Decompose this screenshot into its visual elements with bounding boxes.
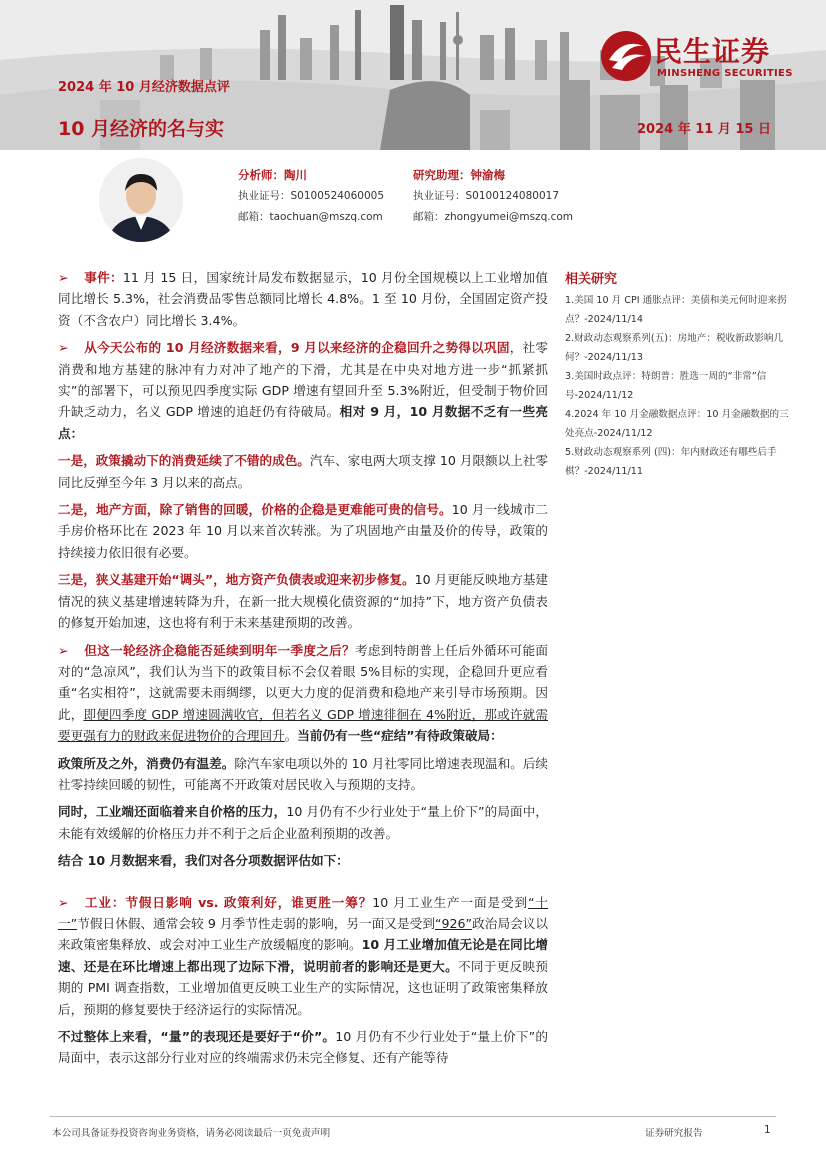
paragraph-highlight-2: 二是，地产方面，除了销售的回暖，价格的企稳是更难能可贵的信号。10 月一线城市二手房价格环比在 2023 年 10 月以来首次转涨。为了巩固地产由量及价的传导，政策的持续接力依旧很有必要。 — [58, 502, 549, 560]
related-research-sidebar — [565, 268, 790, 481]
analyst-avatar — [99, 158, 183, 242]
cert-number: S0100124080017 — [465, 190, 560, 202]
analyst-name: 钟渝梅 — [470, 168, 505, 182]
related-research-item[interactable]: 3.美国时政点评：特朗普：胜选一周的“非常”信号-2024/11/12 — [565, 371, 767, 401]
page-number: 1 — [764, 1124, 771, 1136]
cert-number: S0100524060005 — [290, 190, 385, 202]
related-research-item[interactable]: 2.财政动态观察系列(五)：房地产：税收新政影响几何？-2024/11/13 — [565, 333, 784, 363]
analyst-2 — [413, 165, 573, 228]
paragraph-outlook: ➢ 但这一轮经济企稳能否延续到明年一季度之后？考虑到特朗普上任后外循环可能面对的“急凉风”，我们认为当下的政策目标不会仅着眼 5%目标的实现，企稳回升更应看重“名实相符”，这就需要未雨绸缪，以更大力度的促消费和稳地产来引导市场预期。因此，即便四季度 GDP 增速圆满收官，但若名义 GDP 增速徘徊在 4%附近，那或许就需要更强有力的财政来促进物价的合理回升。当前仍有一些“症结”有待政策破局： — [58, 640, 548, 747]
email-link[interactable]: taochuan@mszq.com — [269, 211, 383, 223]
report-date: 2024 年 11 月 15 日 — [637, 122, 771, 137]
sidebar-title: 相关研究 — [565, 272, 618, 287]
arrow-bullet-icon: ➢ — [58, 642, 69, 658]
related-research-item[interactable]: 5.财政动态观察系列 (四)：年内财政还有哪些后手棋？-2024/11/11 — [565, 447, 777, 477]
series-title: 2024 年 10 月经济数据点评 — [58, 80, 230, 95]
paragraph-highlight-3: 三是，狭义基建开始“调头”，地方资产负债表或迎来初步修复。10 月更能反映地方基建情况的狭义基建增速转降为升，在新一批大规模化债资源的“加持”下，地方资产负债表的修复开始加速，这也将有利于未来基建预期的改善。 — [58, 572, 548, 631]
arrow-bullet-icon: ➢ — [58, 894, 69, 910]
analyst-1 — [238, 165, 384, 228]
paragraph-industry: ➢ 工业：节假日影响 vs. 政策利好，谁更胜一筹？10 月工业生产一面是受到“十一”节假日休假、通常会较 9 月季节性走弱的影响，另一面又是受到“926”政治局会议以来政策密集释放、或会对冲工业生产放缓幅度的影响。10 月工业增加值无论是在同比增速、还是在环比增速上都出现了边际下滑，说明前者的影响还是更大。不同于更反映预期的 PMI 调查指数，工业增加值更反映工业生产的实际情况，这也证明了政策密集释放后，预期的修复要快于经济运行的实际情况。 — [58, 892, 548, 1020]
paragraph-highlight-1: 一是，政策撬动下的消费延续了不错的成色。汽车、家电两大项支撑 10 月限额以上社零同比反弹至今年 3 月以来的高点。 — [58, 453, 549, 490]
analyst-role: 分析师： — [238, 168, 284, 182]
analyst-name: 陶川 — [284, 168, 307, 182]
header-banner — [0, 0, 826, 150]
logo-text-en: MINSHENG SECURITIES — [657, 68, 793, 79]
analyst-role: 研究助理： — [413, 168, 471, 182]
report-body — [58, 267, 548, 1075]
report-title: 10 月经济的名与实 — [58, 118, 225, 140]
footer-divider — [50, 1116, 776, 1117]
footer-disclaimer: 本公司具备证券投资咨询业务资格，请务必阅读最后一页免责声明 — [52, 1128, 331, 1139]
paragraph-issue-1: 政策所及之外，消费仍有温差。除汽车家电项以外的 10 月社零同比增速表现温和。后续社零持续回暖的韧性，可能离不开政策对居民收入与预期的支持。 — [58, 755, 549, 792]
related-research-item[interactable]: 4.2024 年 10 月金融数据点评：10 月金融数据的三处亮点-2024/11/12 — [565, 409, 789, 439]
paragraph-issue-2: 同时，工业端还面临着来自价格的压力，10 月仍有不少行业处于“量上价下”的局面中，未能有效缓解的价格压力并不利于之后企业盈利预期的改善。 — [58, 804, 549, 841]
paragraph-volume-price: 不过整体上来看，“量”的表现还是要好于“价”。10 月仍有不少行业处于“量上价下”的局面中，表示这部分行业对应的终端需求仍未完全修复、还有产能等待 — [58, 1029, 549, 1066]
logo-mark-icon — [600, 30, 652, 82]
analyst-photo — [99, 158, 183, 242]
arrow-bullet-icon: ➢ — [58, 340, 69, 356]
company-logo — [600, 30, 800, 85]
footer-report-type: 证券研究报告 — [645, 1128, 703, 1139]
cert-label: 执业证号： — [238, 190, 291, 202]
paragraph-overview: ➢ 从今天公布的 10 月经济数据来看，9 月以来经济的企稳回升之势得以巩固，社零消费和地方基建的脉冲有力对冲了地产的下滑，尤其是在中央对地方进一步“抓紧抓实”的部署下，可以预见四季度实际 GDP 增速有望回升至 5.3%附近，但受制于物价回升缺乏动力，名义 GDP 增速的追赶仍有待破局。相对 9 月，10 月数据不乏有一些亮点： — [58, 337, 548, 444]
logo-text-cn: 民生证券 — [654, 35, 771, 68]
email-label: 邮箱： — [238, 211, 270, 223]
email-label: 邮箱： — [413, 211, 445, 223]
paragraph-summary-lead: 结合 10 月数据来看，我们对各分项数据评估如下： — [58, 853, 349, 869]
related-research-item[interactable]: 1.美国 10 月 CPI 通胀点评：美债和美元何时迎来拐点？-2024/11/14 — [565, 295, 787, 325]
email-link[interactable]: zhongyumei@mszq.com — [444, 211, 574, 223]
arrow-bullet-icon: ➢ — [58, 270, 69, 285]
paragraph-event: ➢ 事件：11 月 15 日，国家统计局发布数据显示，10 月份全国规模以上工业增加值同比增长 5.3%，社会消费品零售总额同比增长 4.8%。1 至 10 月份，全国固定资产投资（不含农户）同比增长 3.4%。 — [58, 267, 548, 331]
cert-label: 执业证号： — [413, 190, 466, 202]
